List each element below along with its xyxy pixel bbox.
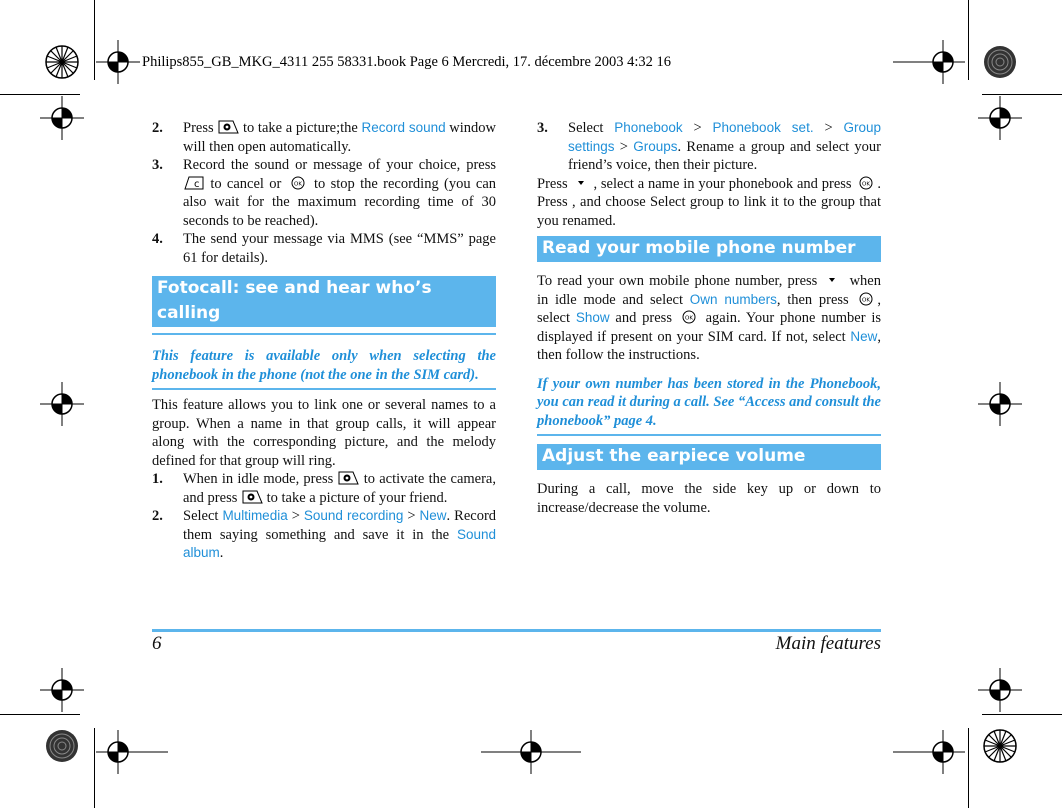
step-send-mms <box>152 230 496 267</box>
ok-key-icon <box>678 309 700 325</box>
phonebook-set-keyword: Phonebook set. <box>712 120 814 135</box>
step-text: Press <box>183 120 214 136</box>
step-number: 4. <box>152 231 163 247</box>
svg-text:OK: OK <box>293 181 302 187</box>
multimedia-keyword: Multimedia <box>222 508 288 523</box>
step-text: to activate the camera, and press <box>183 471 496 506</box>
svg-text:OK: OK <box>684 315 693 322</box>
step-text: Select <box>568 120 604 136</box>
volume-paragraph: During a call, move the side key up or down to increase/decrease the volume. <box>537 481 881 516</box>
step-record-sound <box>152 156 496 230</box>
step-text: The send your message via MMS (see “MMS” page 61 for details). <box>183 231 496 266</box>
ok-key-icon <box>855 291 877 307</box>
para-text: , select a name in your phonebook and press <box>593 175 852 192</box>
step-text: to take a picture of your friend. <box>266 489 448 506</box>
para-text: , select <box>537 291 882 326</box>
ok-key-icon <box>855 175 877 191</box>
para-text: , then follow the instructions. <box>537 328 882 363</box>
page-number: 6 <box>152 633 162 654</box>
step-text: Record the sound or message of your choice, press <box>183 157 496 173</box>
para-text: when in idle mode and select <box>537 273 881 308</box>
step-select-phonebook <box>537 119 881 175</box>
camera-key-icon <box>217 119 239 135</box>
own-numbers-keyword: Own numbers <box>689 291 777 307</box>
step-text: to cancel or <box>210 175 282 192</box>
step-text: Select <box>183 508 219 524</box>
right-column <box>537 119 881 517</box>
step-text: When in idle mode, press <box>183 471 334 487</box>
read-number-heading: Read your mobile phone number <box>537 236 881 262</box>
clear-key-icon <box>183 175 205 191</box>
menu-separator: > <box>619 138 628 155</box>
ok-key-icon <box>287 175 309 191</box>
step-text: to stop the recording (you can also wait for the maximum recording time of 30 seconds to be reached). <box>183 175 497 229</box>
step-number: 3. <box>152 157 163 173</box>
step-number: 1. <box>152 471 163 487</box>
step-record-press <box>152 119 496 156</box>
footer-rule <box>152 629 881 632</box>
menu-separator: > <box>291 508 300 524</box>
svg-text:OK: OK <box>862 297 871 303</box>
fotocall-heading: Fotocall: see and hear who’s calling <box>152 276 496 327</box>
read-number-paragraph <box>537 272 881 365</box>
step-text: . <box>219 545 224 561</box>
menu-separator: > <box>824 120 833 136</box>
menu-separator: > <box>693 120 702 136</box>
earpiece-heading: Adjust the earpiece volume <box>537 444 881 470</box>
svg-text:c: c <box>194 178 200 190</box>
para-text: Press <box>537 175 568 192</box>
phonebook-keyword: Phonebook <box>614 120 683 135</box>
left-column <box>152 119 496 563</box>
para-text: To read your own mobile phone number, press <box>537 273 818 289</box>
step-text: . Rename a group and select your friend’s voice, then their picture. <box>568 138 882 173</box>
down-arrow-key-icon <box>822 272 844 288</box>
press-paragraph <box>537 175 881 231</box>
new-keyword: New <box>850 328 878 344</box>
para-text: again. Your phone number is displayed if present on your SIM card. If not, select <box>537 310 882 345</box>
step-text: window will then open automatically. <box>183 120 497 155</box>
step-number: 2. <box>152 120 163 136</box>
group-settings-keyword: Group settings <box>568 120 882 154</box>
down-arrow-key-icon <box>571 175 593 191</box>
read-number-note: If your own number has been stored in the Phonebook, you can read it during a call. See “Access and consult the phonebook” page 4. <box>537 369 881 437</box>
para-text: and press <box>615 310 672 326</box>
step-activate-camera <box>152 470 496 507</box>
svg-text:OK: OK <box>862 181 871 187</box>
step-text: to take a picture;the <box>242 120 358 136</box>
step-text: . Record them saying something and save it in the <box>183 508 497 543</box>
new-keyword: New <box>419 508 447 523</box>
section-title: Main features <box>775 633 881 654</box>
para-text: , then press <box>776 291 849 308</box>
record-sound-keyword: Record sound <box>361 120 446 135</box>
book-info-header: Philips855_GB_MKG_4311 255 58331.book Page 6 Mercredi, 17. décembre 2003 4:32 16 <box>142 54 672 70</box>
camera-key-icon <box>241 489 263 505</box>
show-keyword: Show <box>575 310 610 325</box>
step-select-multimedia <box>152 507 496 563</box>
sound-recording-keyword: Sound recording <box>303 508 404 523</box>
step-number: 2. <box>152 508 163 524</box>
camera-key-icon <box>337 470 359 486</box>
sound-album-keyword: Sound album <box>183 526 497 560</box>
step-number: 3. <box>537 120 548 136</box>
fotocall-note: This feature is available only when selecting the phonebook in the phone (not the one in the SIM card). <box>152 333 496 390</box>
fotocall-intro: This feature allows you to link one or several names to a group. When a name in that group calls, it will appear along with the corresponding picture, and the melody defined for that group will ring. <box>152 397 496 469</box>
para-text: . Press , and choose Select group to link it to the group that you renamed. <box>537 175 882 229</box>
groups-keyword: Groups <box>633 138 678 154</box>
menu-separator: > <box>407 508 416 524</box>
